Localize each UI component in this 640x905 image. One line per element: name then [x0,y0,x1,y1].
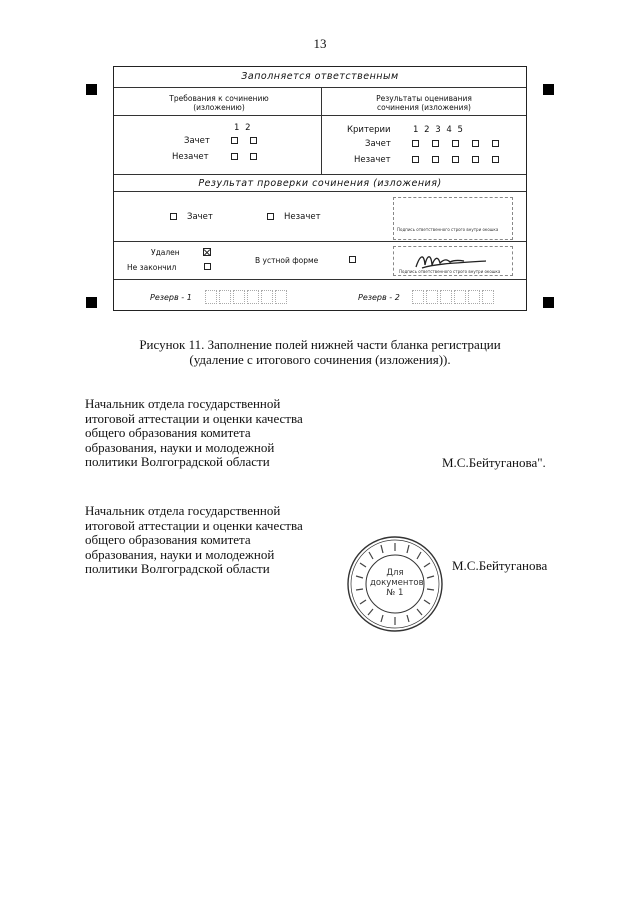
criterion-3-pass-checkbox[interactable] [452,140,459,147]
criterion-3-fail-checkbox[interactable] [452,156,459,163]
not-finished-checkbox[interactable] [204,263,211,270]
signatory-line: итоговой аттестации и оценки качества [85,517,303,533]
reserve-1-label: Резерв - 1 [150,293,192,302]
criterion-1-pass-checkbox[interactable] [412,140,419,147]
signature-box-1[interactable] [393,197,513,240]
criteria-label: Критерии [347,125,391,135]
result-pass-checkbox[interactable] [170,213,177,220]
alignment-marker [543,297,554,308]
results-header: Результаты оценивания сочинения (изложения) [376,94,472,112]
criteria-pass-label: Зачет [365,139,391,149]
requirements-columns: 1 2 [234,123,251,133]
signatory-line: образования, науки и молодежной [85,439,275,455]
criteria-fail-label: Незачет [354,155,391,165]
figure-caption [0,337,640,367]
removed-checkbox-checked[interactable] [203,248,211,256]
alignment-marker [86,297,97,308]
requirement-2-pass-checkbox[interactable] [250,137,257,144]
result-fail-checkbox[interactable] [267,213,274,220]
signatory-block-2 [85,504,303,577]
requirement-1-pass-checkbox[interactable] [231,137,238,144]
signature-box-1-label: Подпись ответственного строго внутри окошка [397,227,499,232]
removed-label: Удален [151,248,180,257]
alignment-marker [86,84,97,95]
stamp-line: № 1 [386,588,404,598]
oral-form-label: В устной форме [255,256,319,265]
requirements-pass-label: Зачет [184,136,210,146]
requirement-1-fail-checkbox[interactable] [231,153,238,160]
alignment-marker [543,84,554,95]
reserve-1-field[interactable] [205,290,287,304]
stamp-line: Для [386,568,404,578]
signatory-line: образования, науки и молодежной [85,546,275,562]
form-header: Заполняется ответственным [241,71,399,82]
signature-box-2-label: Подпись ответственного строго внутри окошка [399,269,501,274]
criterion-2-fail-checkbox[interactable] [432,156,439,163]
result-header: Результат проверки сочинения (изложения) [198,178,442,189]
stamp-center-text [370,568,424,598]
caption-line-1: Рисунок 11. Заполнение полей нижней части бланка регистрации [139,337,501,352]
not-finished-label: Не закончил [127,263,177,272]
registration-form [113,66,527,311]
criterion-4-pass-checkbox[interactable] [472,140,479,147]
criterion-2-pass-checkbox[interactable] [432,140,439,147]
reserve-2-field[interactable] [412,290,494,304]
signatory-line: Начальник отдела государственной [85,396,281,411]
reserve-2-label: Резерв - 2 [358,293,400,302]
signatory-line: итоговой аттестации и оценки качества [85,410,303,426]
official-stamp [345,534,445,634]
signatory-block-1 [85,397,303,470]
criteria-columns: 1 2 3 4 5 [413,125,463,135]
criterion-4-fail-checkbox[interactable] [472,156,479,163]
signatory-name-1: М.С.Бейтуганова". [442,455,546,470]
criterion-1-fail-checkbox[interactable] [412,156,419,163]
signatory-line: общего образования комитета [85,532,251,547]
oral-form-checkbox[interactable] [349,256,356,263]
signatory-line: общего образования комитета [85,425,251,440]
requirements-fail-label: Незачет [172,152,209,162]
signatory-line: Начальник отдела государственной [85,503,281,518]
page-number: 13 [313,36,327,51]
signatory-name-2: М.С.Бейтуганова [452,558,548,573]
criterion-5-fail-checkbox[interactable] [492,156,499,163]
signatory-line: политики Волгоградской области [85,454,270,469]
stamp-line: документов [370,578,424,588]
criterion-5-pass-checkbox[interactable] [492,140,499,147]
requirement-2-fail-checkbox[interactable] [250,153,257,160]
caption-line-2: (удаление с итогового сочинения (изложения)). [189,352,451,367]
signatory-line: политики Волгоградской области [85,561,270,576]
requirements-header: Требования к сочинению (изложению) [169,94,269,112]
result-pass-label: Зачет [187,212,213,222]
result-fail-label: Незачет [284,212,321,222]
